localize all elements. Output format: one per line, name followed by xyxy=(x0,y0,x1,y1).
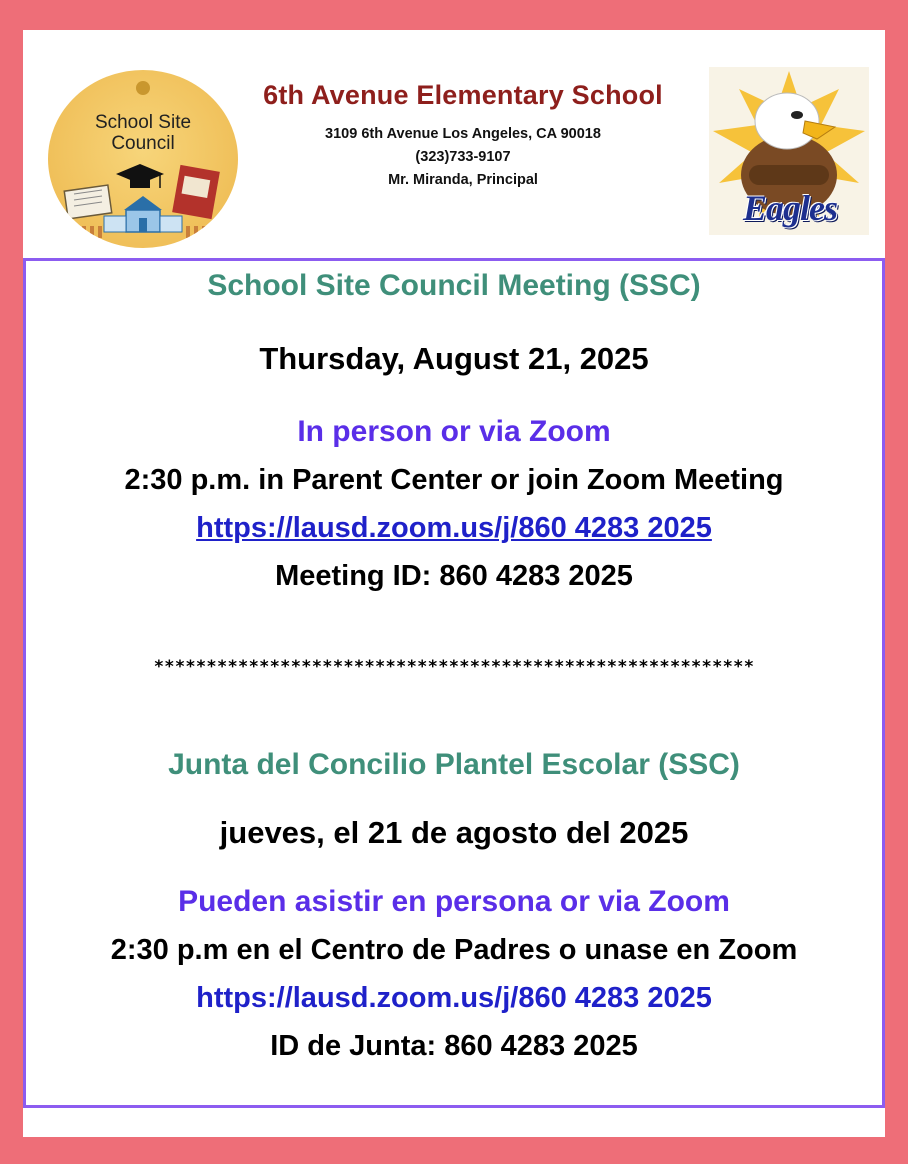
ssc-logo-illustration xyxy=(48,70,238,248)
spanish-meeting-id: ID de Junta: 860 4283 2025 xyxy=(270,1030,638,1062)
school-building-icon xyxy=(104,196,182,232)
english-time-place: 2:30 p.m. in Parent Center or join Zoom Meeting xyxy=(124,464,784,496)
school-address: 3109 6th Avenue Los Angeles, CA 90018 xyxy=(325,126,601,142)
spanish-zoom-link[interactable]: https://lausd.zoom.us/j/860 4283 2025 xyxy=(196,982,712,1014)
english-meeting-mode: In person or via Zoom xyxy=(297,415,611,448)
school-name: 6th Avenue Elementary School xyxy=(263,80,663,110)
separator: ********************************************************* xyxy=(153,657,755,677)
spanish-zoom-link-row xyxy=(26,982,882,1015)
header xyxy=(23,30,885,255)
english-meeting-id: Meeting ID: 860 4283 2025 xyxy=(275,560,633,592)
ssc-logo-line1: School Site xyxy=(94,112,192,133)
spanish-meeting-date: jueves, el 21 de agosto del 2025 xyxy=(219,815,689,850)
eagles-mascot-text: Eagles xyxy=(742,188,837,228)
plan-book-icon xyxy=(172,165,220,219)
open-book-icon xyxy=(64,185,111,219)
meeting-details-frame xyxy=(23,258,885,1108)
school-info xyxy=(253,80,673,192)
english-meeting-title: School Site Council Meeting (SSC) xyxy=(207,269,701,302)
english-zoom-link[interactable]: https://lausd.zoom.us/j/860 4283 2025 xyxy=(196,512,712,544)
english-meeting-date: Thursday, August 21, 2025 xyxy=(259,341,649,376)
spanish-time-place: 2:30 p.m en el Centro de Padres o unase en Zoom xyxy=(110,934,798,966)
spanish-meeting-title: Junta del Concilio Plantel Escolar (SSC) xyxy=(168,748,740,781)
graduation-cap-icon xyxy=(116,164,164,188)
english-zoom-link-row xyxy=(26,512,882,545)
ssc-logo-line2: Council xyxy=(111,133,175,154)
spanish-meeting-mode: Pueden asistir en persona or via Zoom xyxy=(178,885,730,918)
eagles-mascot-logo xyxy=(709,67,869,235)
flyer-page xyxy=(23,30,885,1137)
school-site-council-logo xyxy=(48,70,238,248)
school-principal: Mr. Miranda, Principal xyxy=(388,172,538,188)
school-phone: (323)733-9107 xyxy=(415,149,511,165)
emblem-icon xyxy=(136,81,150,95)
